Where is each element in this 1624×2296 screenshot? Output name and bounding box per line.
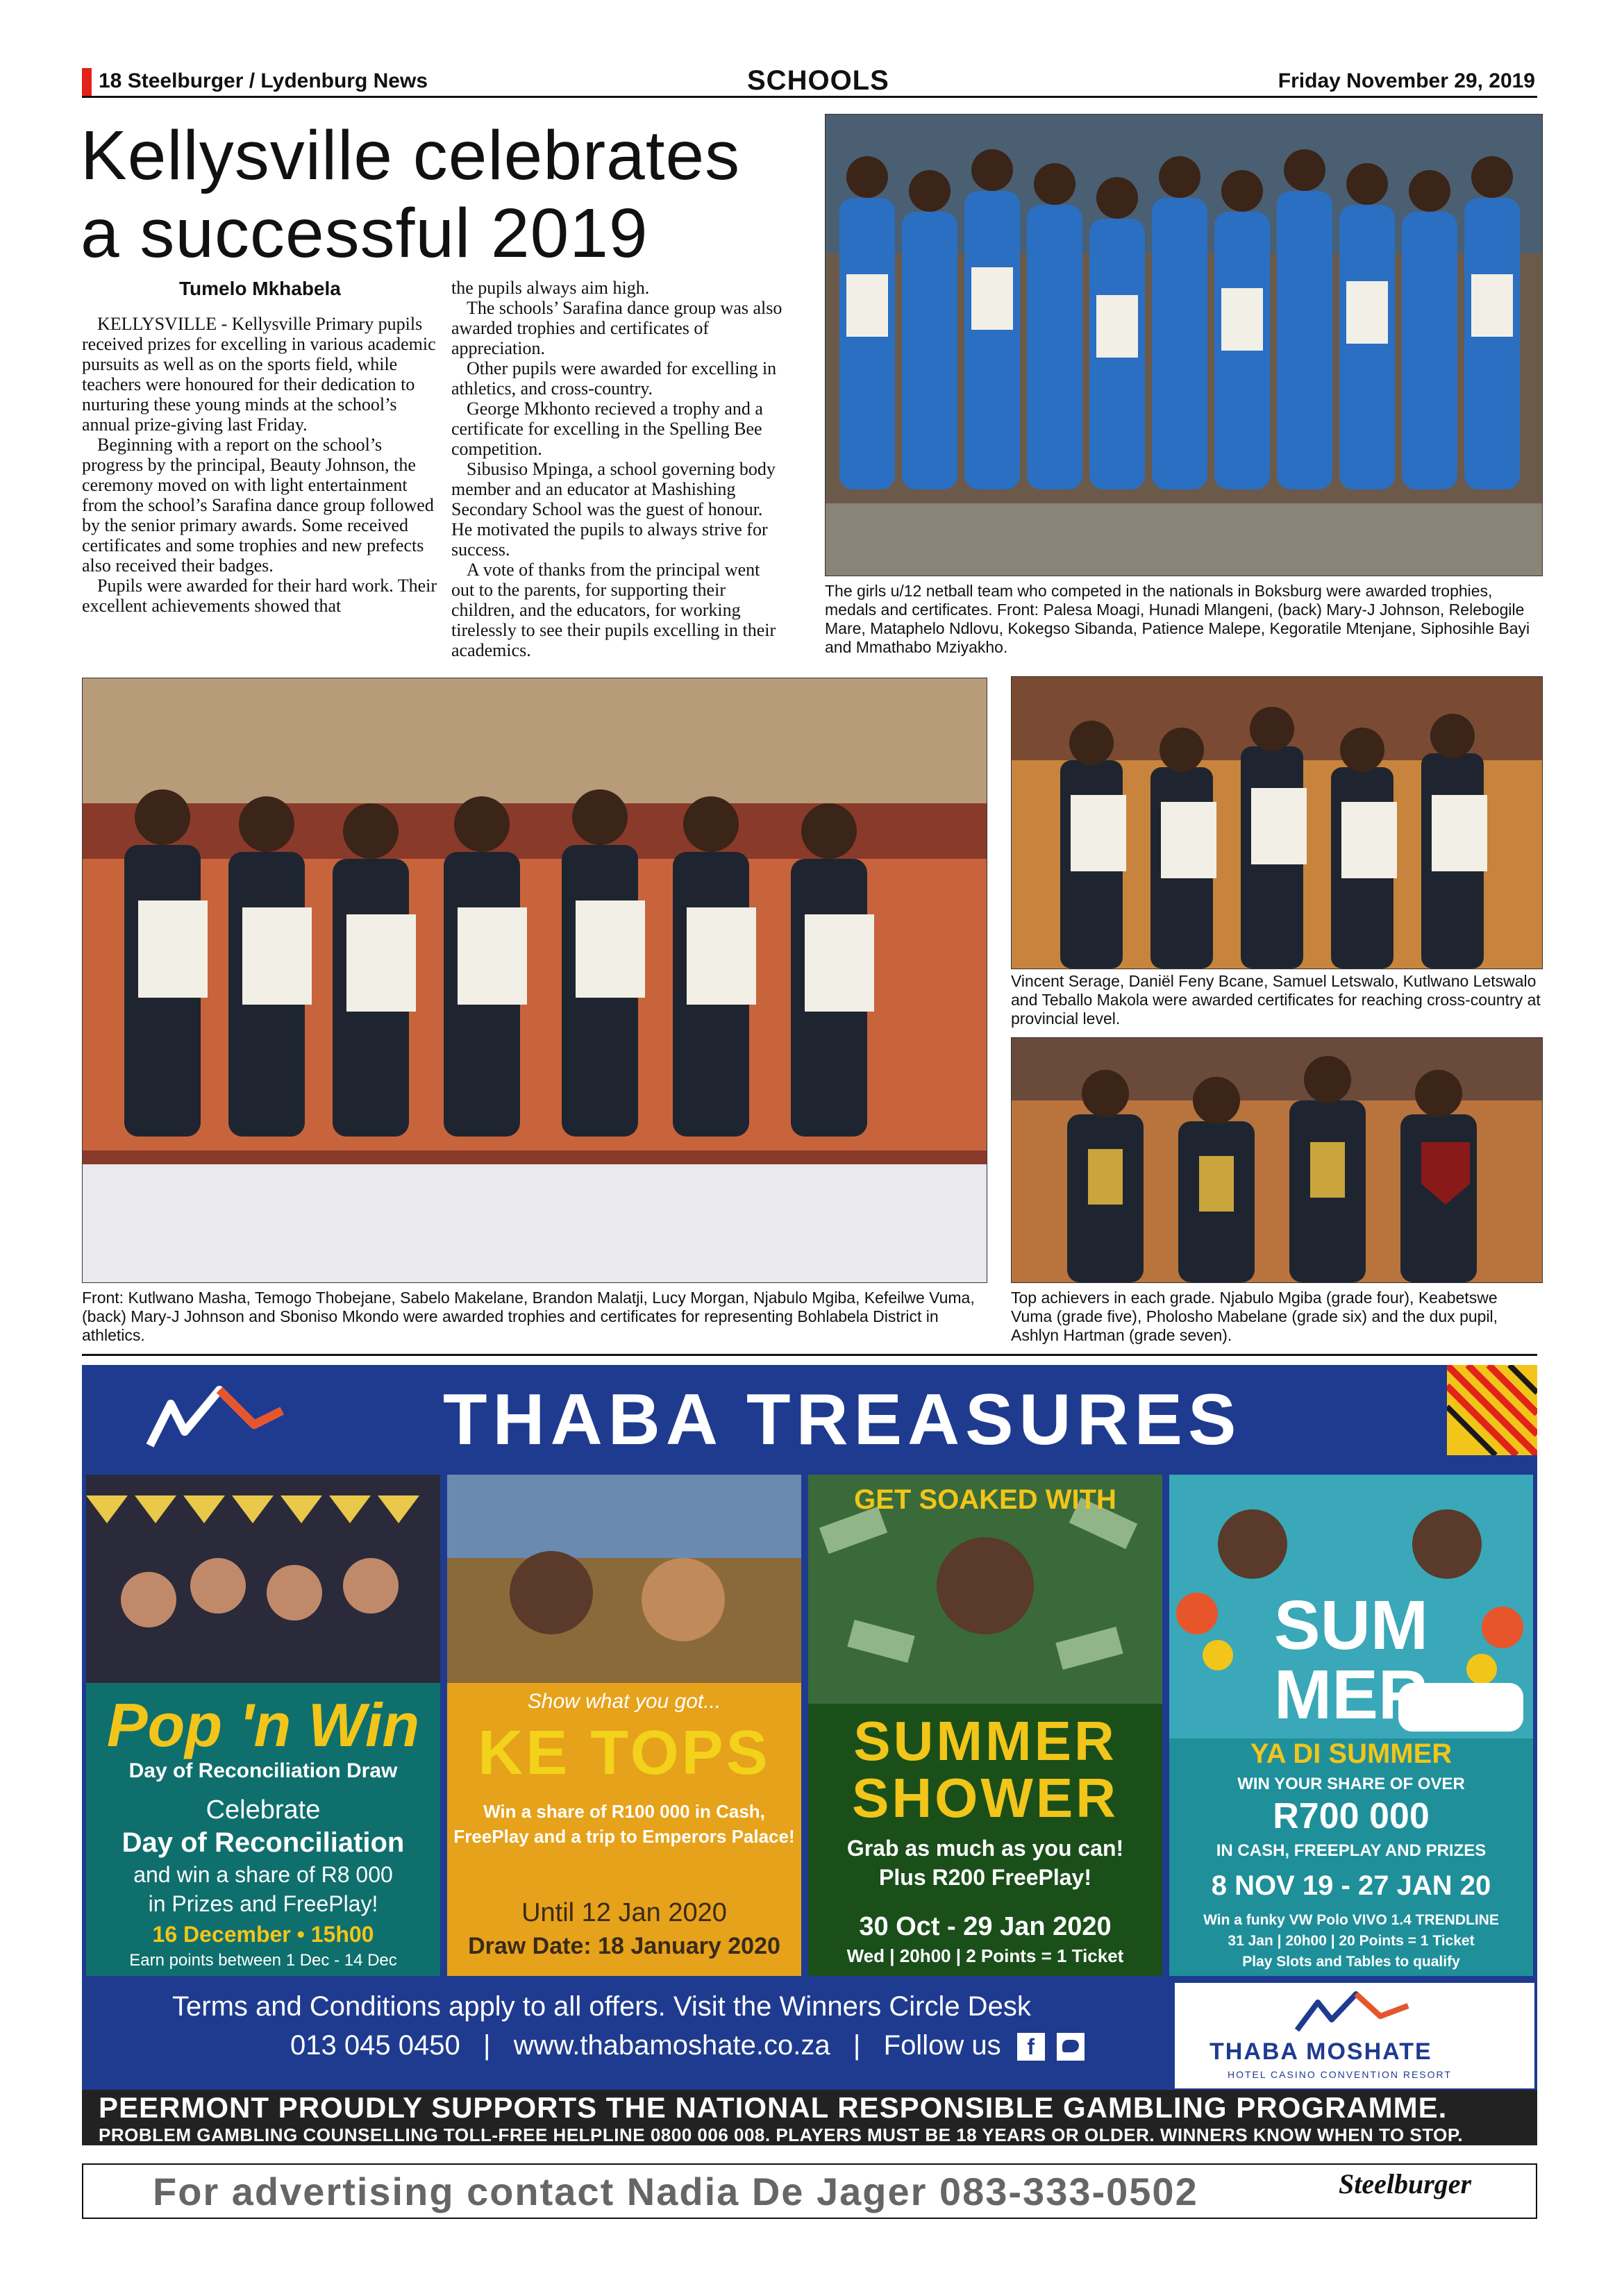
promo-ke-tops [447, 1475, 801, 1976]
mountain-logo-icon [143, 1383, 296, 1459]
promo-line: WIN YOUR SHARE OF OVER [1237, 1775, 1465, 1793]
winners-photo-icon [447, 1475, 801, 1683]
promo-tag: Show what you got... [527, 1690, 721, 1713]
party-photo-icon [86, 1475, 440, 1683]
byline: Tumelo Mkhabela [179, 278, 341, 299]
promo-line: Wed | 20h00 | 2 Points = 1 Ticket [846, 1945, 1124, 1966]
promo-line: 16 December • 15h00 [152, 1922, 374, 1947]
promo-line: Play Slots and Tables to qualify [1242, 1954, 1460, 1970]
paragraph: A vote of thanks from the principal went out to the parents, for supporting their children, and the educators, for working tirelessly to see their pupils excelling in their academics. [451, 560, 776, 660]
promo-line: Earn points between 1 Dec - 14 Dec [129, 1951, 397, 1970]
promo-headline: SUM [1273, 1586, 1429, 1664]
promo-pop-n-win [86, 1475, 440, 1976]
advertising-contact: For advertising contact Nadia De Jager 083-333-0502 [153, 2170, 1198, 2213]
promo-headline: KE TOPS [478, 1718, 771, 1788]
caption-cross-country: Vincent Serage, Daniël Feny Bcane, Samuel Letswalo, Kutlwano Letswalo and Teballo Makola were awarded certificates for reaching cross-country at provincial level. [1011, 972, 1541, 1028]
thaba-treasures-advertisement [82, 1365, 1537, 2145]
promo-line: 8 NOV 19 - 27 JAN 20 [1211, 1870, 1491, 1901]
headline-line-2: a successful 2019 [81, 194, 648, 272]
caption-netball: The girls u/12 netball team who competed in the nationals in Boksburg were awarded trophies, medals and certificates. Front: Palesa Moagi, Hunadi Mlangeni, (back) Mary-J Johnson, Relebogile Mare, Mataphelo Ndlovu, Kokegso Sibanda, Patience Malepe, Kegoratile Mtenjane, Siphosihle Bayi and Mmathabo Mziyakho. [825, 582, 1530, 656]
pattern-corner-icon [1447, 1365, 1537, 1455]
section-title: SCHOOLS [747, 65, 889, 96]
thaba-moshate-mountain-icon [1290, 1988, 1415, 2037]
ad-terms: Terms and Conditions apply to all offers. Visit the Winners Circle Desk [172, 1991, 1031, 2022]
promo-line: Draw Date: 18 January 2020 [468, 1933, 780, 1959]
steelburger-logo: Steelburger [1339, 2168, 1472, 2199]
photo-top-achievers [1011, 1037, 1543, 1283]
promo-sub: YA DI SUMMER [1250, 1738, 1453, 1769]
article-column-1 [82, 314, 440, 616]
promo-sub: Day of Reconciliation Draw [128, 1759, 398, 1782]
promo-line: Win a share of R100 000 in Cash, [483, 1801, 765, 1822]
promo-summer-ya-di-summer [1169, 1475, 1533, 1976]
promo-headline: MER [1273, 1656, 1429, 1734]
ad-title: THABA TREASURES [443, 1380, 1242, 1460]
headline-line-1: Kellysville celebrates [81, 117, 741, 194]
page-folio: 18 Steelburger / Lydenburg News [99, 69, 428, 92]
paragraph: the pupils always aim high. [451, 278, 650, 298]
facebook-icon: f [1017, 2033, 1045, 2061]
brand-subtitle: HOTEL CASINO CONVENTION RESORT [1228, 2069, 1452, 2080]
promo-line: Grab as much as you can! [846, 1836, 1124, 1861]
twitter-icon [1057, 2033, 1085, 2061]
ad-contact [290, 2030, 1085, 2061]
paragraph: Beginning with a report on the school’s progress by the principal, Beauty Johnson, the ceremony moved on with light entertainment from the school’s Sarafina dance group followed by the senior primary awards. Some received certificates and some trophies and new prefects also received their badges. [82, 435, 434, 576]
promo-line: Until 12 Jan 2020 [521, 1898, 727, 1927]
paragraph: The schools’ Sarafina dance group was also awarded trophies and certificates of appreciation. [451, 298, 782, 358]
promo-headline: SHOWER [852, 1767, 1119, 1829]
promo-line: and win a share of R8 000 [133, 1862, 393, 1887]
promo-line: Day of Reconciliation [122, 1827, 405, 1858]
promo-line: in Prizes and FreePlay! [148, 1891, 378, 1916]
paragraph: George Mkhonto recieved a trophy and a certificate for excelling in the Spelling Bee competition. [451, 399, 763, 459]
section-marker [82, 68, 92, 96]
ad-contact-text: 013 045 0450 | www.thabamoshate.co.za | Follow us [290, 2030, 1001, 2061]
photo-athletics-team [82, 678, 987, 1283]
paragraph: Sibusiso Mpinga, a school governing body member and an educator at Mashishing Secondary School was the guest of honour. He motivated the pupils to always strive for success. [451, 459, 776, 560]
article-column-2 [451, 278, 785, 660]
promo-line: Win a funky VW Polo VIVO 1.4 TRENDLINE [1203, 1912, 1499, 1928]
promo-summer-shower [808, 1475, 1162, 1976]
promo-line: IN CASH, FREEPLAY AND PRIZES [1216, 1841, 1487, 1860]
paragraph: Pupils were awarded for their hard work. Their excellent achievements showed that [82, 576, 437, 616]
caption-athletics: Front: Kutlwano Masha, Temogo Thobejane, Sabelo Makelane, Brandon Malatji, Lucy Morgan, Njabulo Mgiba, Kefeilwe Vuma, (back) Mary-J Johnson and Sboniso Mkondo were awarded trophies and certificates for representing Bohlabela District in athletics. [82, 1289, 975, 1344]
paragraph: Other pupils were awarded for excelling in athletics, and cross-country. [451, 358, 777, 399]
promo-headline: SUMMER [853, 1710, 1117, 1772]
promo-line: R700 000 [1273, 1796, 1430, 1836]
caption-top-achievers: Top achievers in each grade. Njabulo Mgiba (grade four), Keabetswe Vuma (grade five), Pholosho Mabelane (grade six) and the dux pupil, Ashlyn Hartman (grade seven). [1011, 1289, 1498, 1344]
promo-line: 30 Oct - 29 Jan 2020 [859, 1912, 1112, 1941]
promo-line: Plus R200 FreePlay! [879, 1865, 1091, 1890]
photo-cross-country [1011, 676, 1543, 969]
responsible-gambling-notice: PROBLEM GAMBLING COUNSELLING TOLL-FREE HELPLINE 0800 006 008. PLAYERS MUST BE 18 YEARS OR OLDER. WINNERS KNOW WHEN TO STOP. [99, 2125, 1464, 2145]
responsible-gambling-headline: PEERMONT PROUDLY SUPPORTS THE NATIONAL RESPONSIBLE GAMBLING PROGRAMME. [99, 2091, 1448, 2124]
photo-netball-team [825, 114, 1543, 576]
article-headline [81, 117, 817, 272]
promo-line: FreePlay and a trip to Emperors Palace! [453, 1826, 795, 1847]
section-rule [82, 1354, 1537, 1356]
promo-line: Celebrate [206, 1795, 321, 1825]
brand-name: THABA MOSHATE [1209, 2038, 1432, 2065]
header-rule [82, 96, 1537, 98]
promo-tag: GET SOAKED WITH [854, 1484, 1116, 1515]
promo-line: 31 Jan | 20h00 | 20 Points = 1 Ticket [1228, 1933, 1475, 1949]
paragraph: KELLYSVILLE - Kellysville Primary pupils received prizes for excelling in various academic pursuits as well as on the sports field, while teachers were honoured for their dedication to nurturing these young minds at the school’s annual prize-giving last Friday. [82, 314, 436, 435]
issue-date: Friday November 29, 2019 [1278, 69, 1535, 92]
promo-headline: Pop 'n Win [106, 1691, 420, 1759]
